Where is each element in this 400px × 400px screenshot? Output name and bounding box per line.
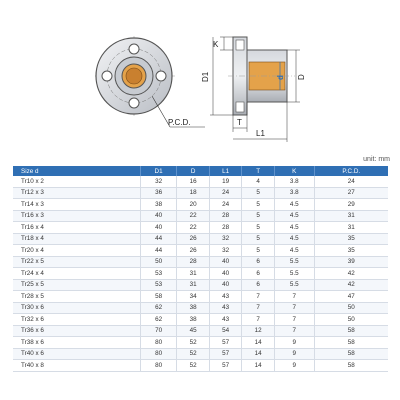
- header-col-pcd: P.C.D.: [314, 166, 388, 176]
- cell-col-l1: 43: [209, 314, 242, 326]
- table-row: [13, 233, 388, 245]
- cell-col-t: 5: [242, 199, 275, 211]
- cell-col-d1: 44: [140, 233, 177, 245]
- cell-col-l1: 40: [209, 279, 242, 291]
- l1-label: L1: [256, 129, 265, 138]
- cell-col-l1: 57: [209, 337, 242, 349]
- cell-col-k: 3.8: [274, 187, 314, 199]
- cell-col-d: 20: [177, 199, 210, 211]
- cell-col-l1: 32: [209, 233, 242, 245]
- cell-col-t: 6: [242, 256, 275, 268]
- cell-col-d1: 40: [140, 222, 177, 234]
- cell-col-d1: 58: [140, 291, 177, 303]
- cell-col-size: Tr25 x 5: [13, 279, 140, 291]
- cell-col-d1: 53: [140, 279, 177, 291]
- cell-col-k: 3.8: [274, 176, 314, 187]
- technical-drawing: [0, 0, 400, 150]
- cell-col-k: 9: [274, 348, 314, 360]
- cell-col-d1: 62: [140, 302, 177, 314]
- cell-col-t: 7: [242, 302, 275, 314]
- cell-col-size: Tr28 x 5: [13, 291, 140, 303]
- cell-col-l1: 28: [209, 210, 242, 222]
- cell-col-size: Tr38 x 6: [13, 337, 140, 349]
- cell-col-size: Tr36 x 6: [13, 325, 140, 337]
- table-row: [13, 360, 388, 372]
- cell-col-t: 5: [242, 210, 275, 222]
- cell-col-t: 5: [242, 187, 275, 199]
- table-row: [13, 245, 388, 257]
- table-row: [13, 291, 388, 303]
- cell-col-t: 4: [242, 176, 275, 187]
- cell-col-k: 7: [274, 302, 314, 314]
- table-row: [13, 325, 388, 337]
- table-row: [13, 176, 388, 187]
- cell-col-d1: 50: [140, 256, 177, 268]
- cell-col-d1: 80: [140, 360, 177, 372]
- mount-hole-right: [156, 71, 166, 81]
- cell-col-d: 38: [177, 302, 210, 314]
- cell-col-t: 5: [242, 245, 275, 257]
- cell-col-pcd: 27: [314, 187, 388, 199]
- cell-col-d1: 32: [140, 176, 177, 187]
- cell-col-d1: 62: [140, 314, 177, 326]
- cell-col-d1: 40: [140, 210, 177, 222]
- cell-col-d: 28: [177, 256, 210, 268]
- cell-col-d: 31: [177, 279, 210, 291]
- cell-col-l1: 32: [209, 245, 242, 257]
- cell-col-pcd: 24: [314, 176, 388, 187]
- cell-col-size: Tr30 x 6: [13, 302, 140, 314]
- cell-col-size: Tr40 x 8: [13, 360, 140, 372]
- cell-col-pcd: 58: [314, 348, 388, 360]
- cell-col-k: 7: [274, 325, 314, 337]
- cell-col-d1: 38: [140, 199, 177, 211]
- cell-col-d1: 36: [140, 187, 177, 199]
- cell-col-pcd: 39: [314, 256, 388, 268]
- k-label: K: [213, 40, 219, 49]
- cell-col-pcd: 42: [314, 268, 388, 280]
- cell-col-d: 22: [177, 210, 210, 222]
- table-row: [13, 348, 388, 360]
- cell-col-k: 5.5: [274, 256, 314, 268]
- cell-col-k: 4.5: [274, 199, 314, 211]
- cell-col-t: 7: [242, 291, 275, 303]
- cell-col-t: 14: [242, 348, 275, 360]
- cell-col-k: 4.5: [274, 245, 314, 257]
- cell-col-pcd: 31: [314, 222, 388, 234]
- table-header-row: [13, 166, 388, 176]
- cell-col-k: 7: [274, 291, 314, 303]
- cell-col-d1: 80: [140, 348, 177, 360]
- cell-col-size: Tr20 x 4: [13, 245, 140, 257]
- cell-col-l1: 57: [209, 348, 242, 360]
- table-row: [13, 222, 388, 234]
- table-row: [13, 199, 388, 211]
- cell-col-size: Tr16 x 4: [13, 222, 140, 234]
- cell-col-l1: 40: [209, 256, 242, 268]
- cell-col-size: Tr40 x 6: [13, 348, 140, 360]
- cell-col-k: 4.5: [274, 233, 314, 245]
- header-col-d: D: [177, 166, 210, 176]
- table-row: [13, 337, 388, 349]
- cell-col-d: 52: [177, 337, 210, 349]
- cell-col-l1: 24: [209, 187, 242, 199]
- mount-hole-bottom: [129, 98, 139, 108]
- cell-col-t: 14: [242, 360, 275, 372]
- cell-col-pcd: 35: [314, 233, 388, 245]
- cell-col-k: 9: [274, 360, 314, 372]
- header-col-d1: D1: [140, 166, 177, 176]
- cell-col-d: 52: [177, 348, 210, 360]
- cell-col-size: Tr16 x 3: [13, 210, 140, 222]
- cell-col-size: Tr22 x 5: [13, 256, 140, 268]
- cell-col-pcd: 50: [314, 314, 388, 326]
- header-col-size: Size d: [13, 166, 140, 176]
- cell-col-d: 45: [177, 325, 210, 337]
- cell-col-pcd: 31: [314, 210, 388, 222]
- header-col-t: T: [242, 166, 275, 176]
- cell-col-k: 7: [274, 314, 314, 326]
- cell-col-pcd: 58: [314, 337, 388, 349]
- cell-col-d: 34: [177, 291, 210, 303]
- d-label: d: [276, 75, 285, 80]
- mount-hole-left: [102, 71, 112, 81]
- unit-label: unit: mm: [363, 156, 390, 163]
- cell-col-l1: 28: [209, 222, 242, 234]
- cell-col-d: 16: [177, 176, 210, 187]
- cell-col-l1: 43: [209, 291, 242, 303]
- cell-col-d: 18: [177, 187, 210, 199]
- cell-col-pcd: 58: [314, 360, 388, 372]
- cell-col-d1: 80: [140, 337, 177, 349]
- cell-col-l1: 43: [209, 302, 242, 314]
- cell-col-pcd: 35: [314, 245, 388, 257]
- cell-col-k: 4.5: [274, 210, 314, 222]
- cell-col-l1: 54: [209, 325, 242, 337]
- mount-hole-top: [129, 44, 139, 54]
- cell-col-pcd: 50: [314, 302, 388, 314]
- cell-col-t: 5: [242, 233, 275, 245]
- cell-col-size: Tr32 x 6: [13, 314, 140, 326]
- table-row: [13, 256, 388, 268]
- cell-col-size: Tr24 x 4: [13, 268, 140, 280]
- cell-col-l1: 19: [209, 176, 242, 187]
- cell-col-size: Tr12 x 3: [13, 187, 140, 199]
- table-row: [13, 314, 388, 326]
- d1-label: D1: [201, 71, 210, 82]
- t-label: T: [237, 118, 242, 127]
- cell-col-t: 14: [242, 337, 275, 349]
- cell-col-d: 38: [177, 314, 210, 326]
- pcd-label: P.C.D.: [168, 118, 191, 127]
- cell-col-size: Tr14 x 3: [13, 199, 140, 211]
- cell-col-d: 26: [177, 245, 210, 257]
- cell-col-t: 5: [242, 222, 275, 234]
- header-col-l1: L1: [209, 166, 242, 176]
- cell-col-pcd: 58: [314, 325, 388, 337]
- table-row: [13, 210, 388, 222]
- cell-col-t: 6: [242, 279, 275, 291]
- cell-col-l1: 57: [209, 360, 242, 372]
- cell-col-d: 26: [177, 233, 210, 245]
- cell-col-k: 5.5: [274, 268, 314, 280]
- cell-col-size: Tr10 x 2: [13, 176, 140, 187]
- cell-col-l1: 24: [209, 199, 242, 211]
- header-col-k: K: [274, 166, 314, 176]
- cell-col-k: 4.5: [274, 222, 314, 234]
- cell-col-k: 5.5: [274, 279, 314, 291]
- front-view: [95, 36, 205, 127]
- cell-col-size: Tr18 x 4: [13, 233, 140, 245]
- table-row: [13, 279, 388, 291]
- cell-col-pcd: 42: [314, 279, 388, 291]
- spec-table: [13, 166, 388, 372]
- table-row: [13, 187, 388, 199]
- cell-col-t: 7: [242, 314, 275, 326]
- cell-col-d: 22: [177, 222, 210, 234]
- cell-col-d1: 44: [140, 245, 177, 257]
- table-row: [13, 268, 388, 280]
- table-row: [13, 302, 388, 314]
- cell-col-t: 6: [242, 268, 275, 280]
- D-label: D: [297, 74, 306, 80]
- cell-col-pcd: 47: [314, 291, 388, 303]
- cell-col-d: 52: [177, 360, 210, 372]
- cell-col-t: 12: [242, 325, 275, 337]
- cell-col-l1: 40: [209, 268, 242, 280]
- cell-col-k: 9: [274, 337, 314, 349]
- cell-col-d: 31: [177, 268, 210, 280]
- side-view: [201, 37, 306, 142]
- cell-col-pcd: 29: [314, 199, 388, 211]
- cell-col-d1: 53: [140, 268, 177, 280]
- cell-col-d1: 70: [140, 325, 177, 337]
